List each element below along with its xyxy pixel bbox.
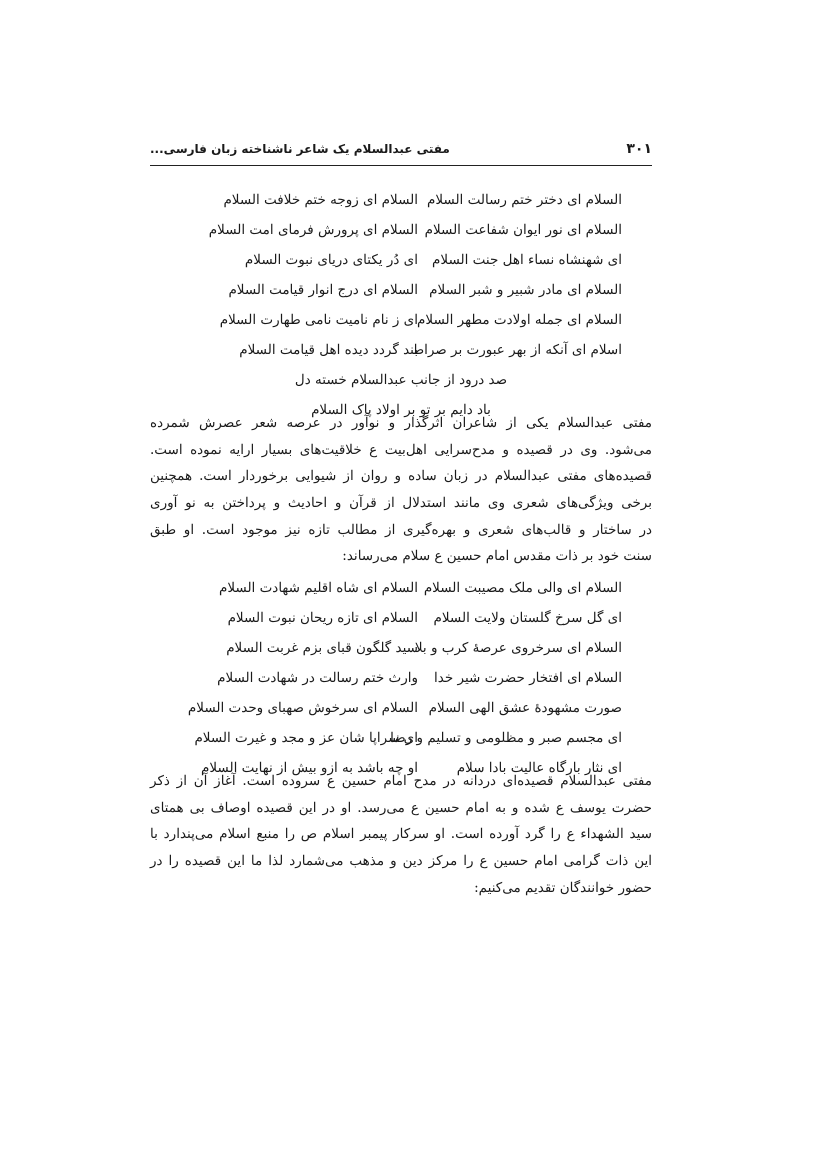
- hemistich-right: ای مجسم صبر و مظلومی و تسلیم و رضا: [390, 730, 622, 746]
- hemistich-right: صورت مشهودهٔ عشق الهی السلام: [428, 700, 622, 716]
- hemistich-left: ای دُر یکتای دریای نبوت السلام: [244, 252, 418, 268]
- hemistich-left: السلام ای زوجه ختم خلافت السلام: [223, 192, 418, 208]
- poem-block-1: [150, 185, 652, 425]
- poem-couplet: [150, 185, 652, 215]
- poem-couplet: [150, 245, 652, 275]
- hemistich-left: السلام ای پرورش فرمای امت السلام: [208, 222, 418, 238]
- hemistich-right: السلام ای سرخروی عرصهٔ کرب و بلا: [414, 640, 622, 656]
- hemistich-left: وارث ختم رسالت در شهادت السلام: [217, 670, 418, 686]
- paragraph-line: این ذات گرامی امام حسین ع را مرکز دین و مذهب می‌شمارد لذا ما این قصیده را در: [150, 853, 652, 870]
- paragraph-line: حضور خوانندگان تقدیم می‌کنیم:: [474, 879, 652, 896]
- paragraph-line: مفتی عبدالسلام یکی از شاعران اثرگذار و نوآور در عرصه شعر عصرش شمرده: [150, 415, 652, 431]
- hemistich-right: السلام ای جمله اولادت مطهر السلام: [417, 312, 622, 328]
- hemistich-left: بند گردد دیده اهل قیامت السلام: [239, 342, 418, 358]
- paragraph-line: برخی ویژگی‌های شعری وی مانند استدلال از قرآن و احادیث و پرداختن به نو آوری: [150, 495, 652, 512]
- hemistich-right: السلام ای دختر ختم رسالت السلام: [426, 192, 622, 208]
- poem-closing-line: باد دایم بر تو بر اولاد پاک السلام: [311, 402, 491, 418]
- poem-couplet: [150, 603, 652, 633]
- poem-couplet: [150, 693, 652, 723]
- hemistich-left: السلام ای درج انوار قیامت السلام: [228, 282, 418, 298]
- hemistich-left: ای سراپا شان عز و مجد و غیرت السلام: [194, 730, 418, 746]
- paragraph-line: قصیده‌های مفتی عبدالسلام در زبان ساده و روان از شیوایی برخوردار است. همچنین: [150, 468, 652, 485]
- poem-couplet: [150, 275, 652, 305]
- hemistich-right: ای شهنشاه نساء اهل جنت السلام: [432, 252, 622, 268]
- poem-couplet: [150, 723, 652, 753]
- page-header: [150, 137, 652, 163]
- page-number: ۳۰۱: [626, 141, 652, 157]
- hemistich-right: السلام ای افتخار حضرت شیر خدا: [434, 670, 622, 686]
- poem-couplet: [150, 215, 652, 245]
- hemistich-right: السلام ای والی ملک مصیبت السلام: [423, 580, 622, 596]
- hemistich-left: او چه باشد به ازو بیش از نهایت السلام: [201, 760, 418, 776]
- paragraph-line: می‌شود. وی در قصیده و مدح‌سرایی اهل‌بیت ع خلاقیت‌های بسیار ارایه نموده است.: [150, 441, 652, 458]
- hemistich-left: السلام ای شاه اقلیم شهادت السلام: [218, 580, 418, 596]
- poem-block-2: [150, 573, 652, 783]
- hemistich-right: السلام ای مادر شبیر و شبر السلام: [429, 282, 622, 298]
- paragraph-line: مفتی عبدالسلام قصیده‌ای دردانه در مدح امام حسین ع سروده است. آغاز آن از ذکر: [150, 773, 652, 789]
- poem-couplet: [150, 633, 652, 663]
- header-rule: [150, 165, 652, 166]
- hemistich-right: ای نثار بارگاه عالیت بادا سلام: [456, 760, 622, 776]
- paragraph-line: سنت خود بر ذات مقدس امام حسین ع سلام می‌رساند:: [342, 548, 652, 565]
- hemistich-right: ای گل سرخ گلستان ولایت السلام: [433, 610, 622, 626]
- poem-closing-line: صد درود از جانب عبدالسلام خسته دل: [294, 372, 508, 388]
- paragraph-2: [150, 768, 652, 901]
- hemistich-left: سید گلگون قبای بزم غربت السلام: [226, 640, 418, 656]
- poem-couplet: [150, 573, 652, 603]
- hemistich-right: اسلام ای آنکه از بهر عبورت بر صراط: [411, 342, 622, 358]
- poem-couplet: [150, 663, 652, 693]
- hemistich-left: السلام ای تازه ریحان نبوت السلام: [227, 610, 418, 626]
- hemistich-left: ای ز نام نامیت نامی طهارت السلام: [219, 312, 418, 328]
- paragraph-1: [150, 410, 652, 570]
- paragraph-line: سید الشهداء ع را گرد آورده است. او سرکار پیمبر اسلام ص را منبع اسلام می‌پندارد با: [150, 826, 652, 843]
- hemistich-right: السلام ای نور ایوان شفاعت السلام: [424, 222, 622, 238]
- running-title: مفتی عبدالسلام یک شاعر ناشناخته زبان فارسی...: [150, 142, 450, 156]
- poem-couplet: [150, 335, 652, 365]
- hemistich-left: السلام ای سرخوش صهبای وحدت السلام: [187, 700, 418, 716]
- paragraph-line: حضرت یوسف ع شده و به امام حسین ع می‌رسد. او در این قصیده اوصاف بی همتای: [150, 799, 652, 816]
- paragraph-line: در ساختار و قالب‌های شعری و بهره‌گیری از مطالب تازه نیز موجود است. او طبق: [150, 521, 652, 538]
- poem-couplet: [150, 305, 652, 335]
